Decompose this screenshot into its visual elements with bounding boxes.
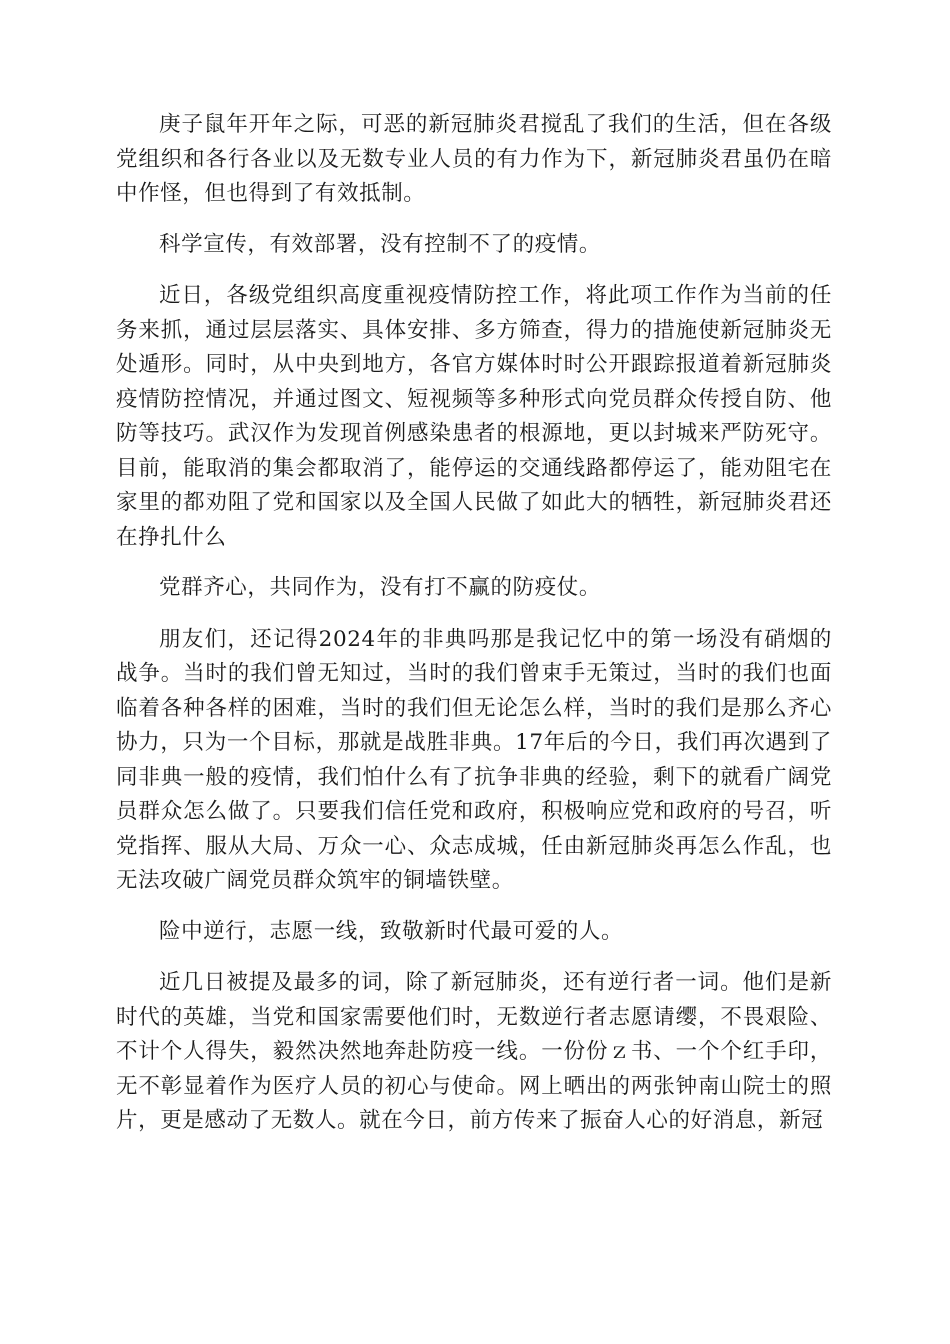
paragraph-section-heading-volunteers: 险中逆行，志愿一线，致敬新时代最可爱的人。: [159, 918, 624, 944]
paragraph-section-heading-science: 科学宣传，有效部署，没有控制不了的疫情。: [159, 231, 602, 257]
paragraph-sars-memory: 朋友们，还记得2024年的非典吗那是我记忆中的第一场没有硝烟的战争。当时的我们曾无知过，当时的我们曾束手无策过，当时的我们也面临着各种各样的困难，当时的我们但无论怎么样，当时的我们是那么齐心协力，只为一个目标，那就是战胜非典。17年后的今日，我们再次遇到了同非典一般的疫情，我们怕什么有了抗争非典的经验，剩下的就看广阔党员群众怎么做了。只要我们信任党和政府，积极响应党和政府的号召，听党指挥、服从大局、万众一心、众志成城，任由新冠肺炎再怎么作乱，也无法攻破广阔党员群众筑牢的铜墙铁壁。: [116, 626, 832, 893]
paragraph-retrograde-heroes: 近几日被提及最多的词，除了新冠肺炎，还有逆行者一词。他们是新时代的英雄，当党和国家需要他们时，无数逆行者志愿请缨，不畏艰险、不计个人得失，毅然决然地奔赴防疫一线。一份份ｚ书、一个个红手印，无不彰显着作为医疗人员的初心与使命。网上晒出的两张钟南山院士的照片，更是感动了无数人。就在今日，前方传来了振奋人心的好消息，新冠: [116, 970, 832, 1133]
document-page: [116, 108, 832, 1155]
paragraph-section-heading-unity: 党群齐心，共同作为，没有打不赢的防疫仗。: [159, 575, 602, 600]
paragraph-intro: 庚子鼠年开年之际，可恶的新冠肺炎君搅乱了我们的生活，但在各级党组织和各行各业以及无数专业人员的有力作为下，新冠肺炎君虽仍在暗中作怪，但也得到了有效抵制。: [116, 112, 832, 206]
paragraph-prevention-work: 近日，各级党组织高度重视疫情防控工作，将此项工作作为当前的任务来抓，通过层层落实、具体安排、多方筛查，得力的措施使新冠肺炎无处遁形。同时，从中央到地方，各官方媒体时时公开跟踪报道着新冠肺炎疫情防控情况，并通过图文、短视频等多种形式向党员群众传授自防、他防等技巧。武汉作为发现首例感染患者的根源地，更以封城来严防死守。目前，能取消的集会都取消了，能停运的交通线路都停运了，能劝阻宅在家里的都劝阻了党和国家以及全国人民做了如此大的牺牲，新冠肺炎君还在挣扎什么: [116, 283, 832, 550]
